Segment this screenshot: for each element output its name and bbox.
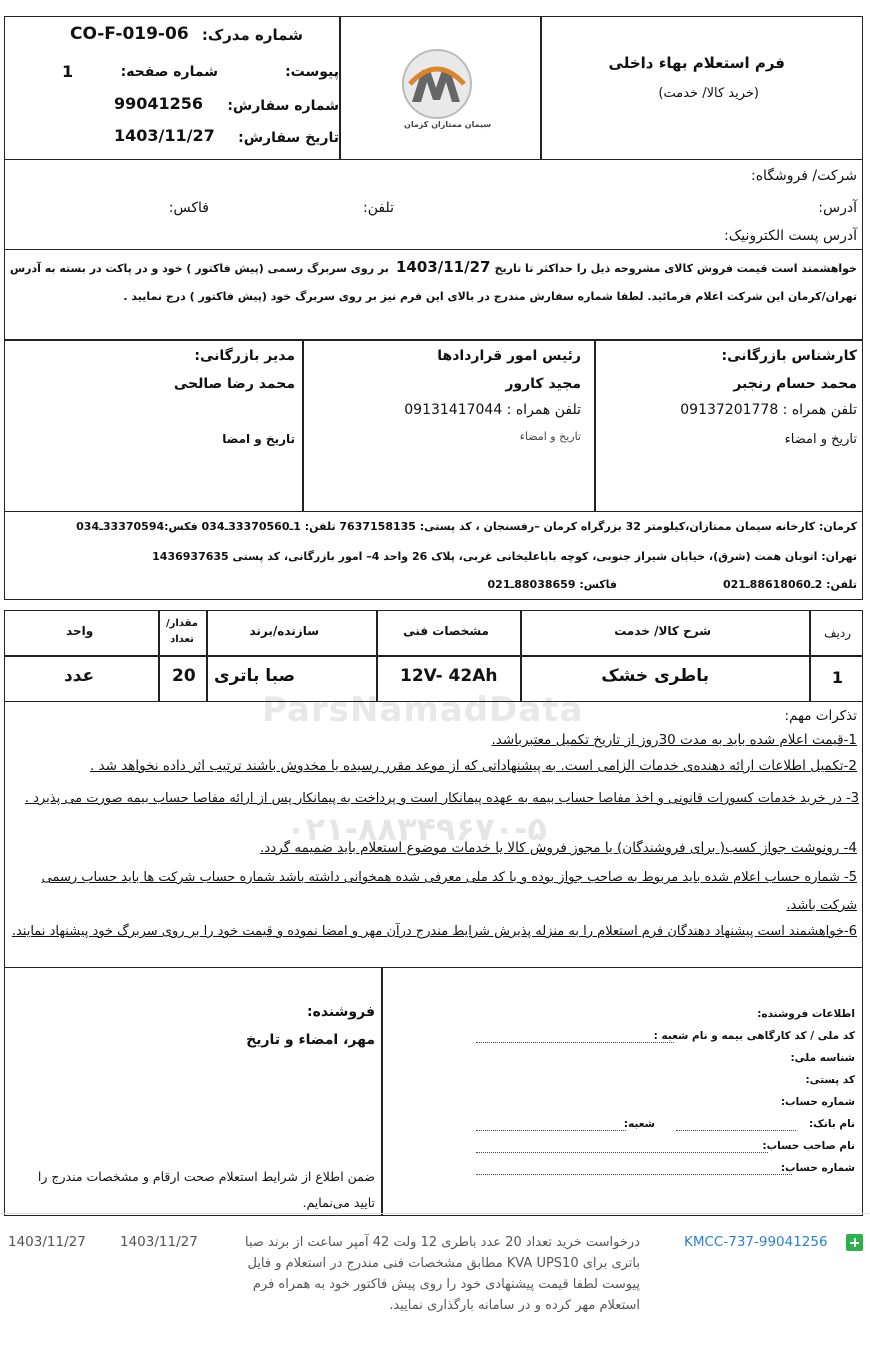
signatories-block	[4, 340, 863, 512]
request-line1-b: بر روی سربرگ رسمی (پیش فاکتور ) خود و در پاکت در بسته به آدرس	[10, 262, 389, 275]
th-desc: شرح کالا/ خدمت	[614, 624, 711, 638]
email-label: آدرس پست الکترونیک:	[724, 228, 857, 244]
sig1-date: تاریخ و امضاء	[784, 432, 857, 447]
td-qty: 20	[172, 666, 196, 686]
seller-divider	[381, 968, 383, 1216]
account-no-label: شماره حساب:	[780, 1096, 855, 1108]
notes-title: تذکرات مهم:	[784, 708, 857, 724]
fax-label: فاکس:	[168, 200, 209, 216]
footer-separator	[0, 1213, 870, 1214]
th-spec: مشخصات فنی	[403, 624, 489, 638]
branch-line	[476, 1130, 626, 1131]
th-unit: واحد	[66, 624, 94, 638]
sig3-date: تاریخ و امضا	[222, 432, 295, 446]
header-divider-left	[339, 16, 341, 160]
items-col-line-1	[809, 610, 811, 702]
footer-description: درخواست خرید تعداد 20 عدد باطری 12 ولت 42 آمپر ساعت از برند صبا باتری برای KVA UPS10 مطابق مشخصات فنی مندرج در استعلام و فایل پیوست لطفا قیمت پیشنهادی خود را روی پیش فاکتور خود به همراه فرم استعلام مهر کرده و در سامانه بارگذاری نمایید.	[245, 1235, 640, 1313]
national-code-label: کد ملی / کد کارگاهی بیمه و نام شعبه :	[653, 1030, 855, 1042]
td-desc: باطری خشک	[601, 666, 709, 686]
phone-label: تلفن:	[363, 200, 394, 216]
items-col-line-2	[520, 610, 522, 702]
sig3-name: محمد رضا صالحی	[173, 376, 295, 392]
request-date: 1403/11/27	[396, 258, 491, 276]
bank-name-line	[676, 1130, 796, 1131]
doc-number: CO-F-019-06	[70, 24, 189, 44]
watermark-brand: ParsNamadData	[262, 690, 584, 730]
doc-number-label: شماره مدرک:	[201, 26, 303, 44]
footer-date-1: 1403/11/27	[120, 1234, 198, 1250]
kerman-address: کرمان: کارخانه سیمان ممتازان،کیلومتر 32 بزرگراه کرمان –رفسنجان ، کد پستی: 7637158135 تلفن: 1ـ33370560ـ034 فکس:33370594ـ034	[76, 520, 857, 533]
sig2-title: رئیس امور قراردادها	[437, 348, 581, 364]
seller-title: فروشنده:	[306, 1004, 375, 1020]
note-3: 3- در خرید خدمات کسورات قانونی و اخذ مفاصا حساب بیمه به عهده پیمانکار است و پرداخت به پیمانکار پس از ارائه مفاصا حساب بیمه صورت می پذیرد .	[24, 791, 859, 806]
sig2-phone: تلفن همراه : 09131417044	[404, 402, 581, 418]
th-qty: مقدار/ تعداد	[165, 618, 198, 645]
form-title: فرم استعلام بهاء داخلی	[608, 54, 785, 72]
company-logo	[400, 44, 492, 136]
sig3-title: مدیر بازرگانی:	[194, 348, 295, 364]
td-brand: صبا باتری	[214, 666, 295, 686]
td-unit: عدد	[64, 666, 95, 686]
note-5: 5- شماره حساب اعلام شده باید مربوط به صاحب جواز بوده و با کد ملی معرفی شده همخوانی داشته باشد شماره حساب شرکت ها باید حساب رسمی شرکت باشد.	[41, 870, 857, 913]
inquiry-form	[4, 4, 863, 1210]
address-label: آدرس:	[818, 200, 857, 216]
footer-date-2: 1403/11/27	[8, 1234, 86, 1250]
page-label: شماره صفحه:	[120, 64, 218, 80]
logo-text: سیمان ممتازان کرمان	[404, 120, 492, 129]
order-no-label: شماره سفارش:	[227, 98, 339, 114]
branch-label: شعبه:	[623, 1118, 655, 1130]
td-spec: 12V- 42Ah	[400, 666, 498, 686]
td-row: 1	[831, 668, 843, 687]
note-6: 6-خواهشمند است پیشنهاد دهندگان فرم استعلام را به منزله پذیرش شرایط مندرج درآن مهر و امضا نموده و قیمت خود را بر روی سربرگ خود پیشنهاد نمایند.	[11, 924, 857, 939]
note-2: 2-تکمیل اطلاعات ارائه دهنده‌ی خدمات الزامی است. به پیشنهاداتی که از موعد مقرر رسیده یا مخدوش باشند ترتیب اثر داده نخواهد شد .	[89, 758, 857, 774]
form-subtitle: (خرید کالا/ خدمت)	[658, 86, 759, 101]
request-line2: تهران/کرمان این شرکت اعلام فرمائید. لطفا شماره سفارش مندرج در بالای این فرم نیز بر روی سربرگ خود (پیش فاکتور ) درج نمایید .	[123, 290, 857, 303]
order-no: 99041256	[114, 94, 204, 113]
tehran-fax: فاکس: 88038659ـ021	[487, 578, 617, 591]
sig2-name: مجید کارور	[505, 376, 581, 392]
seller-confirm: ضمن اطلاع از شرایط استعلام صحت ارقام و مشخصات مندرج را تایید می‌نمایم.	[37, 1169, 375, 1210]
sig1-title: کارشناس بازرگانی:	[721, 348, 857, 364]
request-line1-a: خواهشمند است قیمت فروش کالای مشروحه ذیل را حداکثر تا تاریخ	[494, 262, 857, 275]
sig2-date: تاریخ و امضاء	[519, 430, 581, 443]
account-holder-line	[476, 1152, 768, 1153]
seller-info-title: اطلاعات فروشنده:	[757, 1008, 855, 1020]
items-header-divider	[4, 655, 863, 657]
national-id-label: شناسه ملی:	[790, 1052, 855, 1064]
sig1-phone: تلفن همراه : 09137201778	[680, 402, 857, 418]
tehran-address: تهران: اتوبان همت (شرق)، خیابان شیراز جنوبی، کوچه باباعلیخانی غربی، پلاک 26 واحد 4– امور بازرگانی، کد پستی 1436937635	[152, 550, 857, 563]
bank-name-label: نام بانک:	[808, 1118, 855, 1130]
footer-code[interactable]: KMCC-737-99041256	[684, 1234, 828, 1250]
footer-plus-icon[interactable]	[846, 1234, 863, 1251]
items-col-line-4	[206, 610, 208, 702]
sig-divider-2	[302, 340, 304, 512]
sig1-name: محمد حسام رنجبر	[733, 376, 857, 392]
order-date: 1403/11/27	[114, 126, 215, 145]
page-number: 1	[62, 62, 74, 81]
items-col-line-5	[158, 610, 160, 702]
attachment-label: پیوست:	[285, 64, 339, 80]
items-col-line-3	[376, 610, 378, 702]
seller-seal: مهر، امضاء و تاریخ	[246, 1032, 375, 1048]
account-no2-line	[476, 1174, 792, 1175]
note-1: 1-قیمت اعلام شده باید به مدت 30روز از تاریخ تکمیل معتبرباشد.	[491, 732, 857, 748]
note-4: 4- رونوشت جواز کسب( برای فروشندگان) یا مجوز فروش کالا یا خدمات موضوع استعلام باید ضمیمه گردد.	[259, 840, 857, 856]
account-holder-label: نام صاحب حساب:	[762, 1140, 855, 1152]
tehran-phone: تلفن: 2ـ88618060ـ021	[722, 578, 857, 591]
header-divider-right	[540, 16, 542, 160]
th-brand: سازنده/برند	[249, 624, 319, 638]
store-label: شرکت/ فروشگاه:	[751, 168, 857, 184]
sig-divider-1	[594, 340, 596, 512]
national-code-line	[476, 1042, 674, 1043]
order-date-label: تاریخ سفارش:	[238, 130, 339, 146]
postal-code-label: کد پستی:	[805, 1074, 855, 1086]
watermark-phone: ۰۲۱-۸۸۳۴۹۶۷۰-۵	[286, 810, 547, 848]
th-row: ردیف	[824, 626, 851, 640]
account-no2-label: شماره حساب:	[780, 1162, 855, 1174]
